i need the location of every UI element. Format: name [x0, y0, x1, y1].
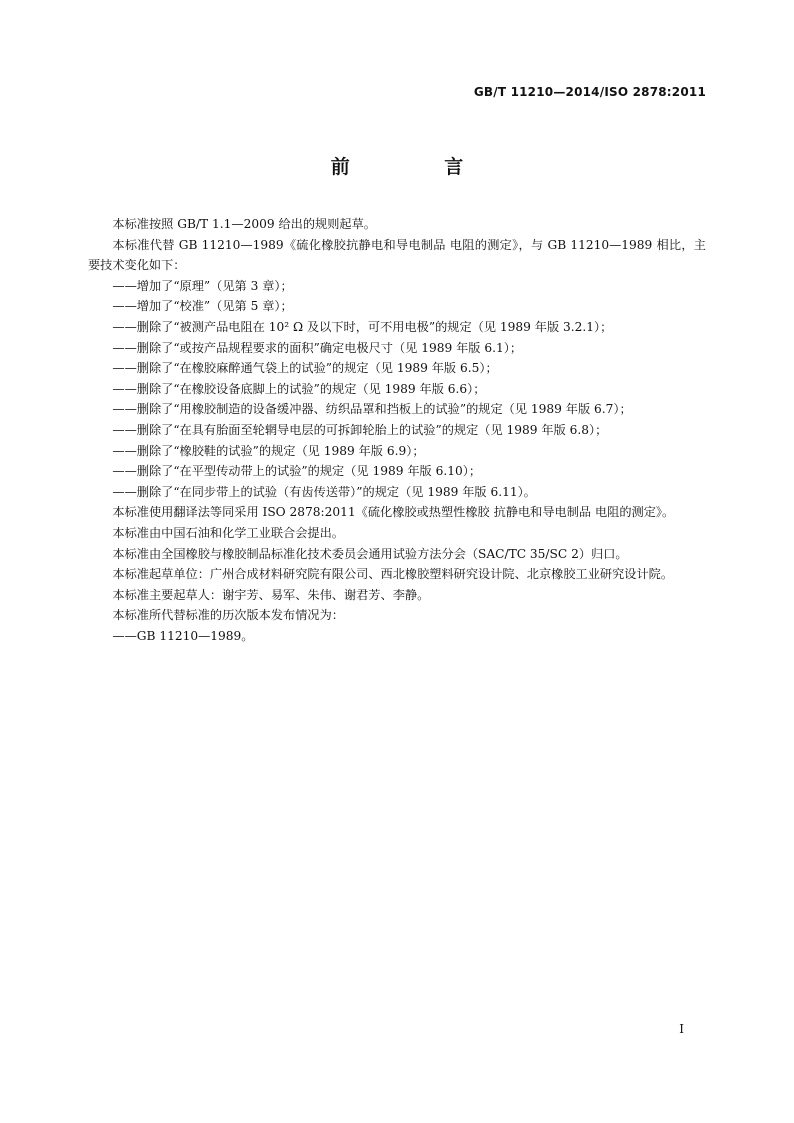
standard-code-header: GB/T 11210—2014/ISO 2878:2011 [473, 85, 706, 99]
paragraph-drafters: 本标准主要起草人：谢宇芳、易军、朱伟、谢君芳、李静。 [112, 587, 430, 602]
change-item: ——删除了“在平型传动带上的试验”的规定（见 1989 年版 6.10）； [112, 464, 482, 479]
change-item: ——删除了“在具有胎面至轮辋导电层的可拆卸轮胎上的试验”的规定（见 1989 年版 6.8）； [112, 422, 608, 437]
change-item: ——增加了“原理”（见第 3 章）； [112, 278, 293, 293]
history-item: ——GB 11210—1989。 [112, 628, 254, 643]
change-item: ——删除了“橡胶鞋的试验”的规定（见 1989 年版 6.9）； [112, 443, 425, 458]
paragraph-replacement: 本标准代替 GB 11210—1989《硫化橡胶抗静电和导电制品 电阻的测定》，与 GB 11210—1989 相比，主要技术变化如下： [88, 237, 706, 273]
change-item: ——删除了“被测产品电阻在 10² Ω 及以下时，可不用电极”的规定（见 1989 年版 3.2.1）； [112, 319, 613, 334]
paragraph-history-intro: 本标准所代替标准的历次版本发布情况为： [112, 608, 344, 623]
change-item: ——删除了“在橡胶设备底脚上的试验”的规定（见 1989 年版 6.6）； [112, 381, 486, 396]
foreword-body [88, 214, 706, 646]
paragraph-drafting-units: 本标准起草单位：广州合成材料研究院有限公司、西北橡胶塑料研究设计院、北京橡胶工业研究设计院。 [112, 567, 674, 582]
paragraph-proposer: 本标准由中国石油和化学工业联合会提出。 [112, 525, 344, 540]
change-item: ——删除了“在同步带上的试验（有齿传送带）”的规定（见 1989 年版 6.11）。 [112, 484, 536, 499]
paragraph-adoption: 本标准使用翻译法等同采用 ISO 2878:2011《硫化橡胶或热塑性橡胶 抗静电和导电制品 电阻的测定》。 [112, 505, 675, 520]
change-item: ——删除了“在橡胶麻醉通气袋上的试验”的规定（见 1989 年版 6.5）； [112, 361, 498, 376]
change-item: ——删除了“或按产品规程要求的面积”确定电极尺寸（见 1989 年版 6.1）； [112, 340, 523, 355]
page-title: 前 言 [330, 156, 508, 178]
paragraph-committee: 本标准由全国橡胶与橡胶制品标准化技术委员会通用试验方法分会（SAC/TC 35/SC 2）归口。 [112, 546, 628, 561]
change-item: ——增加了“校准”（见第 5 章）； [112, 299, 293, 314]
page-number: I [679, 1022, 684, 1036]
change-item: ——删除了“用橡胶制造的设备缓冲器、纺织品罩和挡板上的试验”的规定（见 1989 年版 6.7）； [112, 402, 632, 417]
paragraph-drafting-rules: 本标准按照 GB/T 1.1—2009 给出的规则起草。 [112, 217, 376, 231]
